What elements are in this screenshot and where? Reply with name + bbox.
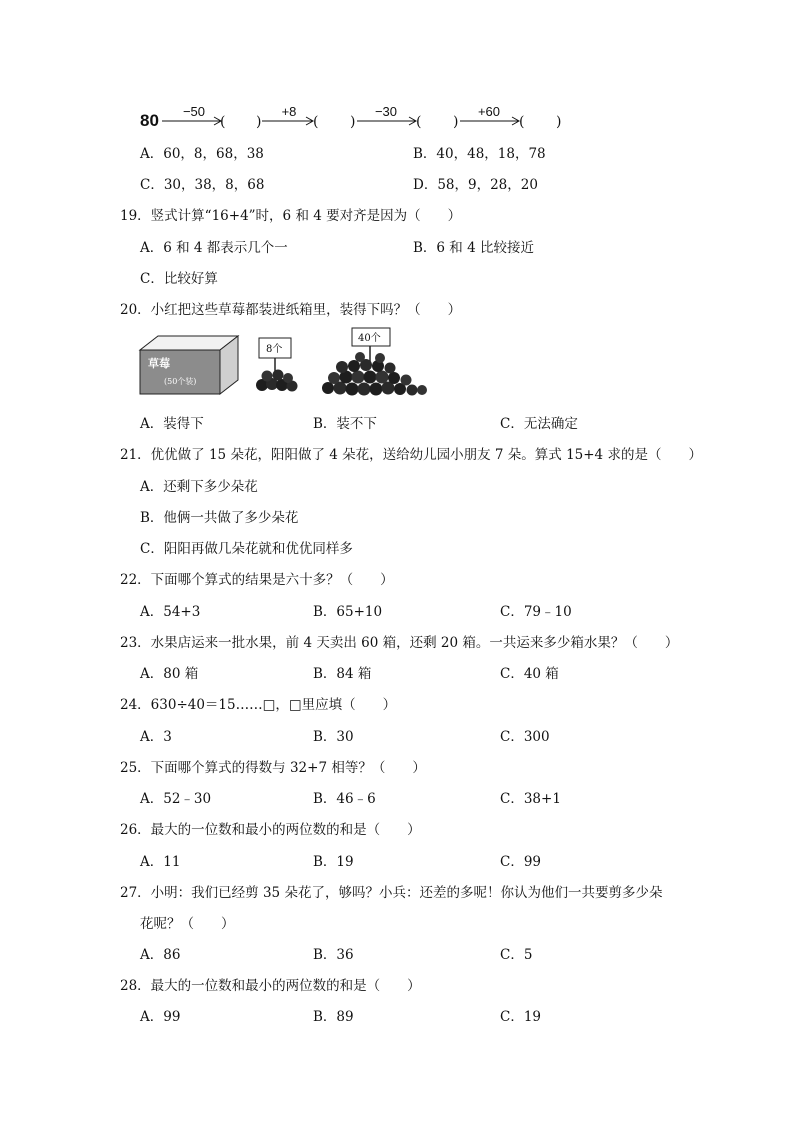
strawberry-box-icon [140,336,238,394]
q28-option-c[interactable]: C．19 [500,1009,542,1025]
q25-option-c[interactable]: C．38+1 [500,791,561,807]
blank-1-right: ) [256,114,262,130]
q26-question: 26．最大的一位数和最小的两位数的和是（ ） [120,822,421,838]
q28-option-b[interactable]: B．89 [313,1009,354,1025]
q21-option-c[interactable]: C．阳阳再做几朵花就和优优同样多 [140,541,353,557]
q26-option-c[interactable]: C．99 [500,854,542,870]
arrow-icon [357,116,419,126]
chain-op-3: −30 [374,104,398,119]
q20-option-c[interactable]: C．无法确定 [500,416,578,432]
arrow-icon [262,116,316,126]
q18-option-b[interactable]: B．40，48，18，78 [413,146,546,162]
q24-option-b[interactable]: B．30 [313,729,354,745]
q23-option-c[interactable]: C．40 箱 [500,666,559,682]
blank-3-left: ( [416,114,422,130]
chain-op-2: +8 [281,104,297,119]
q18-option-c[interactable]: C．30，38，8，68 [140,177,265,193]
q25-option-a[interactable]: A．52﹣30 [140,791,212,807]
q20-option-b[interactable]: B．装不下 [313,416,377,432]
q23-option-a[interactable]: A．80 箱 [140,666,199,682]
q24-option-c[interactable]: C．300 [500,729,550,745]
q28-option-a[interactable]: A．99 [140,1009,181,1025]
box-sublabel: (50个装) [164,377,197,386]
q19-option-c[interactable]: C．比较好算 [140,271,218,287]
chain-op-4: +60 [477,104,501,119]
q28-question: 28．最大的一位数和最小的两位数的和是（ ） [120,978,421,994]
q27-option-c[interactable]: C．5 [500,947,533,963]
q24-question: 24．630÷40＝15……□，□里应填（ ） [120,697,397,713]
large-strawberry-pile-icon [322,328,427,396]
small-strawberry-pile-icon [256,338,298,392]
sign-8: 8个 [266,344,283,355]
box-label: 草莓 [148,357,170,370]
q20-option-a[interactable]: A．装得下 [140,416,204,432]
q19-question: 19．竖式计算“16+4”时，6 和 4 要对齐是因为（ ） [120,208,462,224]
chain-op-1: −50 [182,104,206,119]
blank-1-left: ( [220,114,226,130]
q27-option-a[interactable]: A．86 [140,947,181,963]
q23-question: 23．水果店运来一批水果，前 4 天卖出 60 箱，还剩 20 箱。一共运来多少箱水果？（ ） [120,635,679,651]
q24-option-a[interactable]: A．3 [140,729,172,745]
q21-option-b[interactable]: B．他俩一共做了多少朵花 [140,510,299,526]
q25-option-b[interactable]: B．46﹣6 [313,791,376,807]
q27-question-line1: 27．小明：我们已经剪 35 朵花了，够吗？小兵：还差的多呢！你认为他们一共要剪多少朵 [120,885,663,901]
q18-option-d[interactable]: D．58，9，28，20 [413,177,538,193]
q22-question: 22．下面哪个算式的结果是六十多？（ ） [120,572,394,588]
q26-option-a[interactable]: A．11 [140,854,181,870]
q27-option-b[interactable]: B．36 [313,947,354,963]
q18-option-a[interactable]: A．60，8，68，38 [140,146,264,162]
q22-option-b[interactable]: B．65+10 [313,604,383,620]
q21-question: 21．优优做了 15 朵花，阳阳做了 4 朵花，送给幼儿园小朋友 7 朵。算式 15+4 求的是（ ） [120,447,702,463]
q19-option-b[interactable]: B．6 和 4 比较接近 [413,240,534,256]
blank-3-right: ) [453,114,459,130]
q26-option-b[interactable]: B．19 [313,854,354,870]
q22-option-a[interactable]: A．54+3 [140,604,201,620]
q20-question: 20．小红把这些草莓都装进纸箱里，装得下吗？（ ） [120,302,462,318]
q22-option-c[interactable]: C．79﹣10 [500,604,572,620]
blank-4-left: ( [519,114,525,130]
chain-start-number: 80 [140,111,159,130]
sign-40: 40个 [358,333,381,344]
q20-figure [130,322,430,404]
arrow-icon [162,116,224,126]
blank-4-right: ) [556,114,562,130]
blank-2-left: ( [313,114,319,130]
q25-question: 25．下面哪个算式的得数与 32+7 相等？（ ） [120,760,426,776]
arrow-icon [460,116,522,126]
q27-question-line2: 花呢？（ ） [140,916,235,932]
q21-option-a[interactable]: A．还剩下多少朵花 [140,479,258,495]
q23-option-b[interactable]: B．84 箱 [313,666,372,682]
q19-option-a[interactable]: A．6 和 4 都表示几个一 [140,240,288,256]
blank-2-right: ) [350,114,356,130]
